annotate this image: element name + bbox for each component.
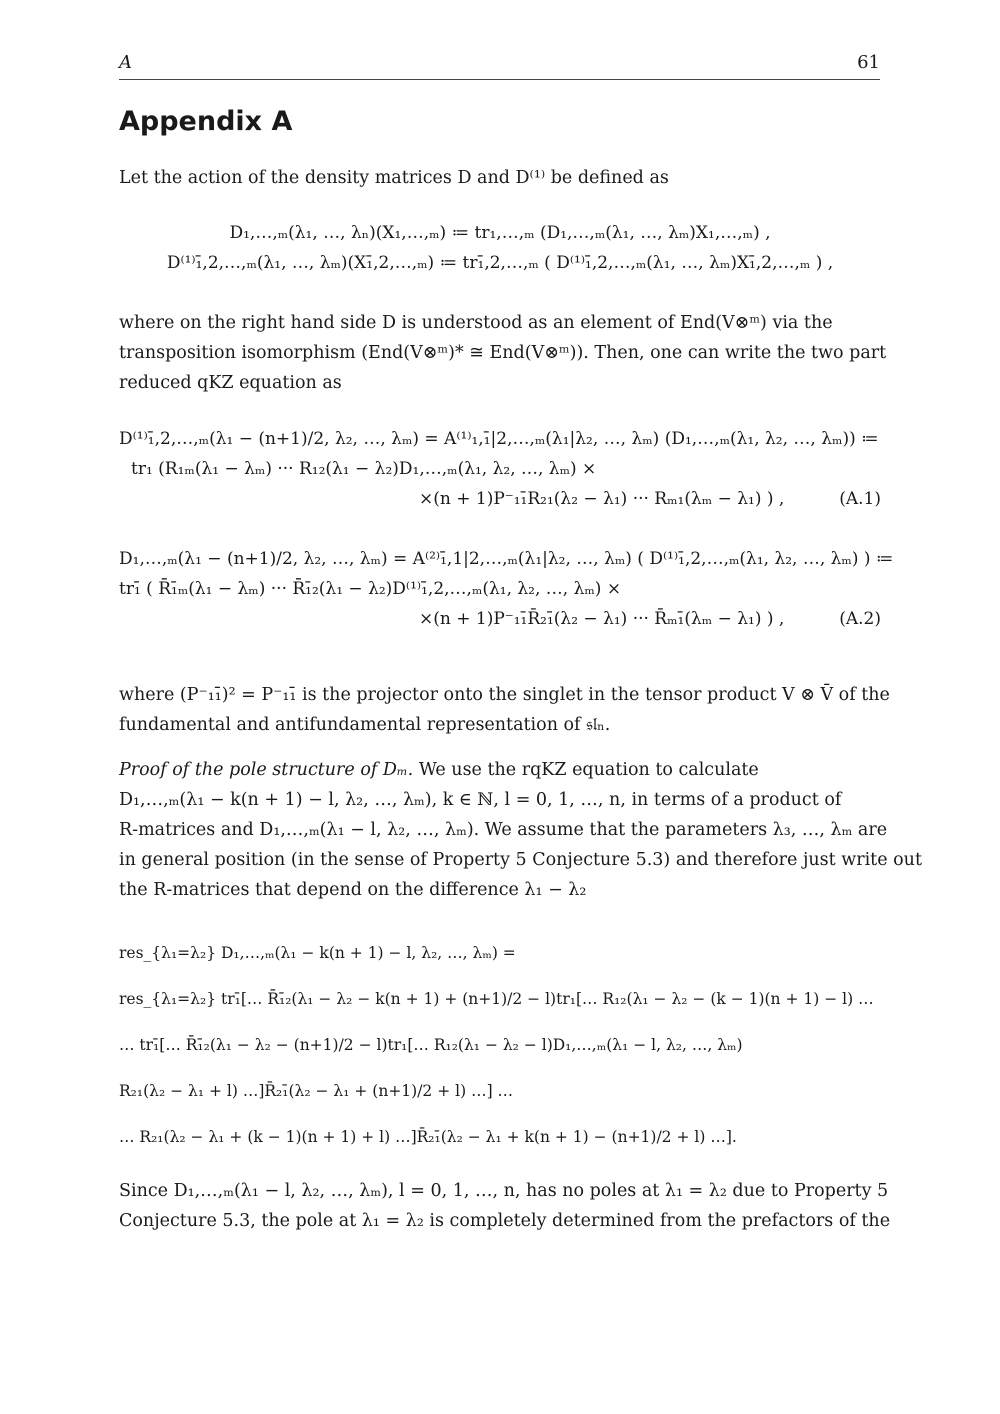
equation-a1-line: tr₁ (R₁ₘ(λ₁ − λₘ) ··· R₁₂(λ₁ − λ₂)D₁,…,ₘ(λ₁, λ₂, …, λₘ) × [131,459,597,479]
text-line: Conjecture 5.3, the pole at λ₁ = λ₂ is completely determined from the prefactors of the [119,1211,891,1231]
text-line: fundamental and antifundamental representation of 𝔰𝔩ₙ. [119,715,611,735]
header-section-label: A [119,52,132,73]
equation-a2-line: ×(n + 1)P⁻₁₁̄R̄₂₁̄(λ₂ − λ₁) ··· R̄ₘ₁̄(λₘ − λ₁) ) , [419,609,785,629]
equation-a1-line: D⁽¹⁾₁̄,2,…,ₘ(λ₁ − (n+1)/2, λ₂, …, λₘ) = A⁽¹⁾₁,₁̄|2,…,ₘ(λ₁|λ₂, …, λₘ) (D₁,…,ₘ(λ₁, λ₂, …, λₘ)) ≔ [119,429,879,449]
equation-a2 [119,544,894,634]
text-line: reduced qKZ equation as [119,373,342,393]
text-line: transposition isomorphism (End(V⊗ᵐ)* ≅ End(V⊗ᵐ)). Then, one can write the two part [119,343,887,363]
intro-paragraph: Let the action of the density matrices D and D⁽¹⁾ be defined as [119,168,669,188]
since-paragraph [119,1176,891,1236]
equation-a2-line: tr₁̄ ( R̄̄₁̄ₘ(λ₁ − λₘ) ··· R̄̄₁̄₂(λ₁ − λ₂)D⁽¹⁾₁̄,2,…,ₘ(λ₁, λ₂, …, λₘ) × [119,579,622,599]
running-header [119,52,880,80]
proof-label: Proof of the pole structure of Dₘ. [119,760,414,780]
text-line: where (P⁻₁₁̄)² = P⁻₁₁̄ is the projector onto the singlet in the tensor product V ⊗ V̄ of the [119,685,890,705]
equation-tag-a2: (A.2) [839,609,881,629]
text-line: the R-matrices that depend on the difference λ₁ − λ₂ [119,880,587,900]
equation-a1 [119,424,881,514]
appendix-heading: Appendix A [119,106,293,137]
text-line: We use the rqKZ equation to calculate [418,760,759,780]
definition-equation-d1: D⁽¹⁾₁̄,2,…,ₘ(λ₁, …, λₘ)(X₁̄,2,…,ₘ) ≔ tr₁̄,2,…,ₘ ( D⁽¹⁾₁̄,2,…,ₘ(λ₁, …, λₘ)X₁̄,2,…,ₘ ) , [166,253,834,273]
where-paragraph-2 [119,680,890,740]
residue-line: … R₂₁(λ₂ − λ₁ + (k − 1)(n + 1) + l) …]R̄₂₁̄(λ₂ − λ₁ + k(n + 1) − (n+1)/2 + l) …]. [119,1128,737,1146]
definition-equation-d: D₁,…,ₘ(λ₁, …, λₙ)(X₁,…,ₘ) ≔ tr₁,…,ₘ (D₁,…,ₘ(λ₁, …, λₘ)X₁,…,ₘ) , [229,223,771,243]
residue-line: … tr₁̄[… R̄̄₁̄₂(λ₁ − λ₂ − (n+1)/2 − l)tr₁[… R₁₂(λ₁ − λ₂ − l)D₁,…,ₘ(λ₁ − l, λ₂, …, λₘ) [119,1036,743,1054]
text-line: where on the right hand side D is understood as an element of End(V⊗ᵐ) via the [119,313,833,333]
text-line: R-matrices and D₁,…,ₘ(λ₁ − l, λ₂, …, λₘ). We assume that the parameters λ₃, …, λₘ are [119,820,888,840]
where-paragraph-1 [119,308,887,398]
residue-line: R₂₁(λ₂ − λ₁ + l) …]R̄₂₁̄(λ₂ − λ₁ + (n+1)/2 + l) …] … [119,1082,514,1100]
proof-paragraph [119,755,922,905]
text-line: Since D₁,…,ₘ(λ₁ − l, λ₂, …, λₘ), l = 0, 1, …, n, has no poles at λ₁ = λ₂ due to Property 5 [119,1181,889,1201]
text-line: in general position (in the sense of Property 5 Conjecture 5.3) and therefore just write out [119,850,922,870]
equation-a2-line: D₁,…,ₘ(λ₁ − (n+1)/2, λ₂, …, λₘ) = A⁽²⁾₁̄,1|2,…,ₘ(λ₁|λ₂, …, λₘ) ( D⁽¹⁾₁̄,2,…,ₘ(λ₁, λ₂, …, λₘ) ) ≔ [119,549,894,569]
proof-first-line [119,755,881,785]
definition-equations [119,218,881,278]
residue-line: res_{λ₁=λ₂} D₁,…,ₘ(λ₁ − k(n + 1) − l, λ₂, …, λₘ) = [119,944,516,962]
residue-line: res_{λ₁=λ₂} tr₁̄[… R̄̄₁̄₂(λ₁ − λ₂ − k(n + 1) + (n+1)/2 − l)tr₁[… R₁₂(λ₁ − λ₂ − (k − 1)(n + 1) − l) … [119,990,874,1008]
equation-a1-line: ×(n + 1)P⁻₁₁̄R₂₁(λ₂ − λ₁) ··· Rₘ₁(λₘ − λ₁) ) , [419,489,785,509]
equation-tag-a1: (A.1) [839,489,881,509]
residue-equation [119,930,881,1160]
text-line: D₁,…,ₘ(λ₁ − k(n + 1) − l, λ₂, …, λₘ), k ∈ ℕ, l = 0, 1, …, n, in terms of a product of [119,790,842,810]
page-number: 61 [857,52,880,73]
